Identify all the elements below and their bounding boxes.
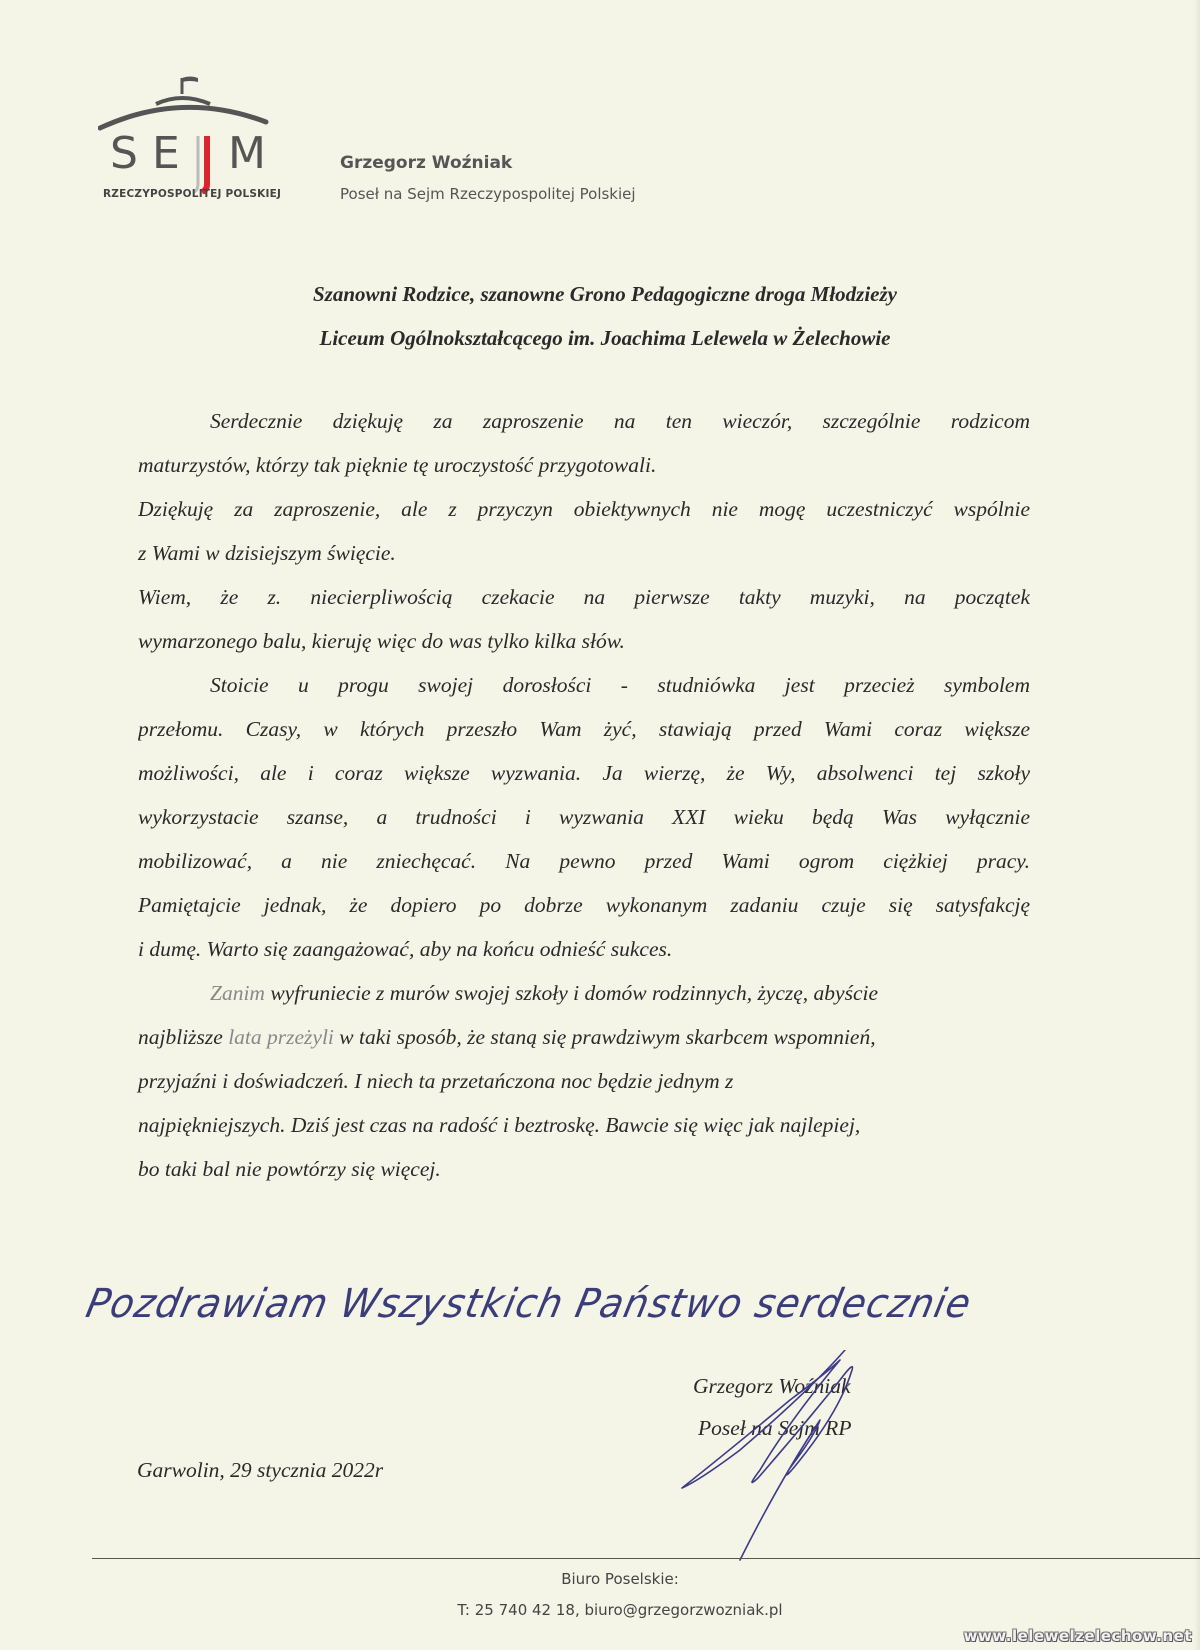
- body-line: najpiękniejszych. Dziś jest czas na radość i beztroskę. Bawcie się więc jak najlepiej,: [138, 1113, 861, 1137]
- body-line: przyjaźni i doświadczeń. I niech ta przetańczona noc będzie jednym z: [138, 1069, 734, 1093]
- body-line: wykorzystacie szanse, a trudności i wyzwania XXI wieku będą Was wyłącznie: [138, 805, 1030, 829]
- body-line: i dumę. Warto się zaangażować, aby na końcu odnieść sukces.: [138, 937, 673, 961]
- sender-name: Grzegorz Woźniak: [340, 153, 513, 173]
- faded-word: Zanim: [210, 981, 265, 1005]
- body-line: Serdecznie dziękuję za zaproszenie na ten wieczór, szczególnie rodzicom: [210, 409, 1030, 433]
- body-line-text: w taki sposób, że staną się prawdziwym skarbcem wspomnień,: [339, 1025, 876, 1049]
- body-line: możliwości, ale i coraz większe wyzwania. Ja wierzę, że Wy, absolwenci tej szkoły: [138, 761, 1030, 785]
- logo-letter-m: M: [228, 128, 266, 179]
- body-line: [138, 971, 1030, 1015]
- body-line: mobilizować, a nie zniechęcać. Na pewno przed Wami ogrom ciężkiej pracy.: [138, 849, 1030, 873]
- body-line: z Wami w dzisiejszym święcie.: [138, 541, 396, 565]
- body-line-text: najbliższe: [138, 1025, 223, 1049]
- body-line: bo taki bal nie powtórzy się więcej.: [138, 1157, 441, 1181]
- logo-letter-j: [194, 134, 214, 190]
- body-line: Wiem, że z. niecierpliwością czekacie na pierwsze takty muzyki, na początek: [138, 585, 1030, 609]
- body-line: wymarzonego balu, kieruję więc do was tylko kilka słów.: [138, 629, 625, 653]
- body-line: przełomu. Czasy, w których przeszło Wam żyć, stawiają przed Wami coraz większe: [138, 717, 1030, 741]
- sejm-logo: [98, 70, 282, 210]
- signature-name: Grzegorz Woźniak: [693, 1374, 851, 1398]
- body-line: [138, 1015, 1030, 1059]
- logo-subtitle: RZECZYPOSPOLITEJ POLSKIEJ: [103, 188, 282, 200]
- footer-contact: T: 25 740 42 18, biuro@grzegorzwozniak.pl: [457, 1601, 783, 1619]
- body-line: maturzystów, którzy tak pięknie tę uroczystość przygotowali.: [138, 453, 657, 477]
- body-line: Dziękuję za zaproszenie, ale z przyczyn obiektywnych nie mogę uczestniczyć wspólnie: [138, 497, 1030, 521]
- salutation-line: Liceum Ogólnokształcącego im. Joachima Lelewela w Żelechowie: [319, 326, 891, 350]
- letter-body: [138, 399, 1030, 1191]
- body-line: Stoicie u progu swojej dorosłości - studniówka jest przecież symbolem: [210, 673, 1030, 697]
- body-line-text: wyfruniecie z murów swojej szkoły i domów rodzinnych, życzę, abyście: [270, 981, 879, 1005]
- signature-role: Poseł na Sejm RP: [698, 1416, 852, 1440]
- salutation: [0, 272, 1200, 360]
- logo-letter-e: E: [152, 128, 180, 179]
- handwritten-signature-icon: [640, 1350, 900, 1570]
- footer-office-title: Biuro Poselskie:: [561, 1570, 679, 1588]
- site-watermark: www.lelewelzelechow.net: [963, 1627, 1192, 1645]
- logo-letter-s: S: [110, 128, 138, 179]
- body-line: Pamiętajcie jednak, że dopiero po dobrze wykonanym zadaniu czuje się satysfakcję: [138, 893, 1030, 917]
- footer-divider: [92, 1558, 1200, 1559]
- page-edge: [1194, 0, 1200, 1650]
- salutation-line: Szanowni Rodzice, szanowne Grono Pedagogiczne droga Młodzieży: [313, 282, 897, 306]
- place-and-date: Garwolin, 29 stycznia 2022r: [137, 1458, 384, 1482]
- faded-word: lata przeżyli: [228, 1025, 334, 1049]
- handwritten-greeting: Pozdrawiam Wszystkich Państwo serdecznie: [82, 1280, 976, 1327]
- sender-role: Poseł na Sejm Rzeczypospolitej Polskiej: [340, 185, 636, 203]
- logo-wordmark: [110, 128, 280, 188]
